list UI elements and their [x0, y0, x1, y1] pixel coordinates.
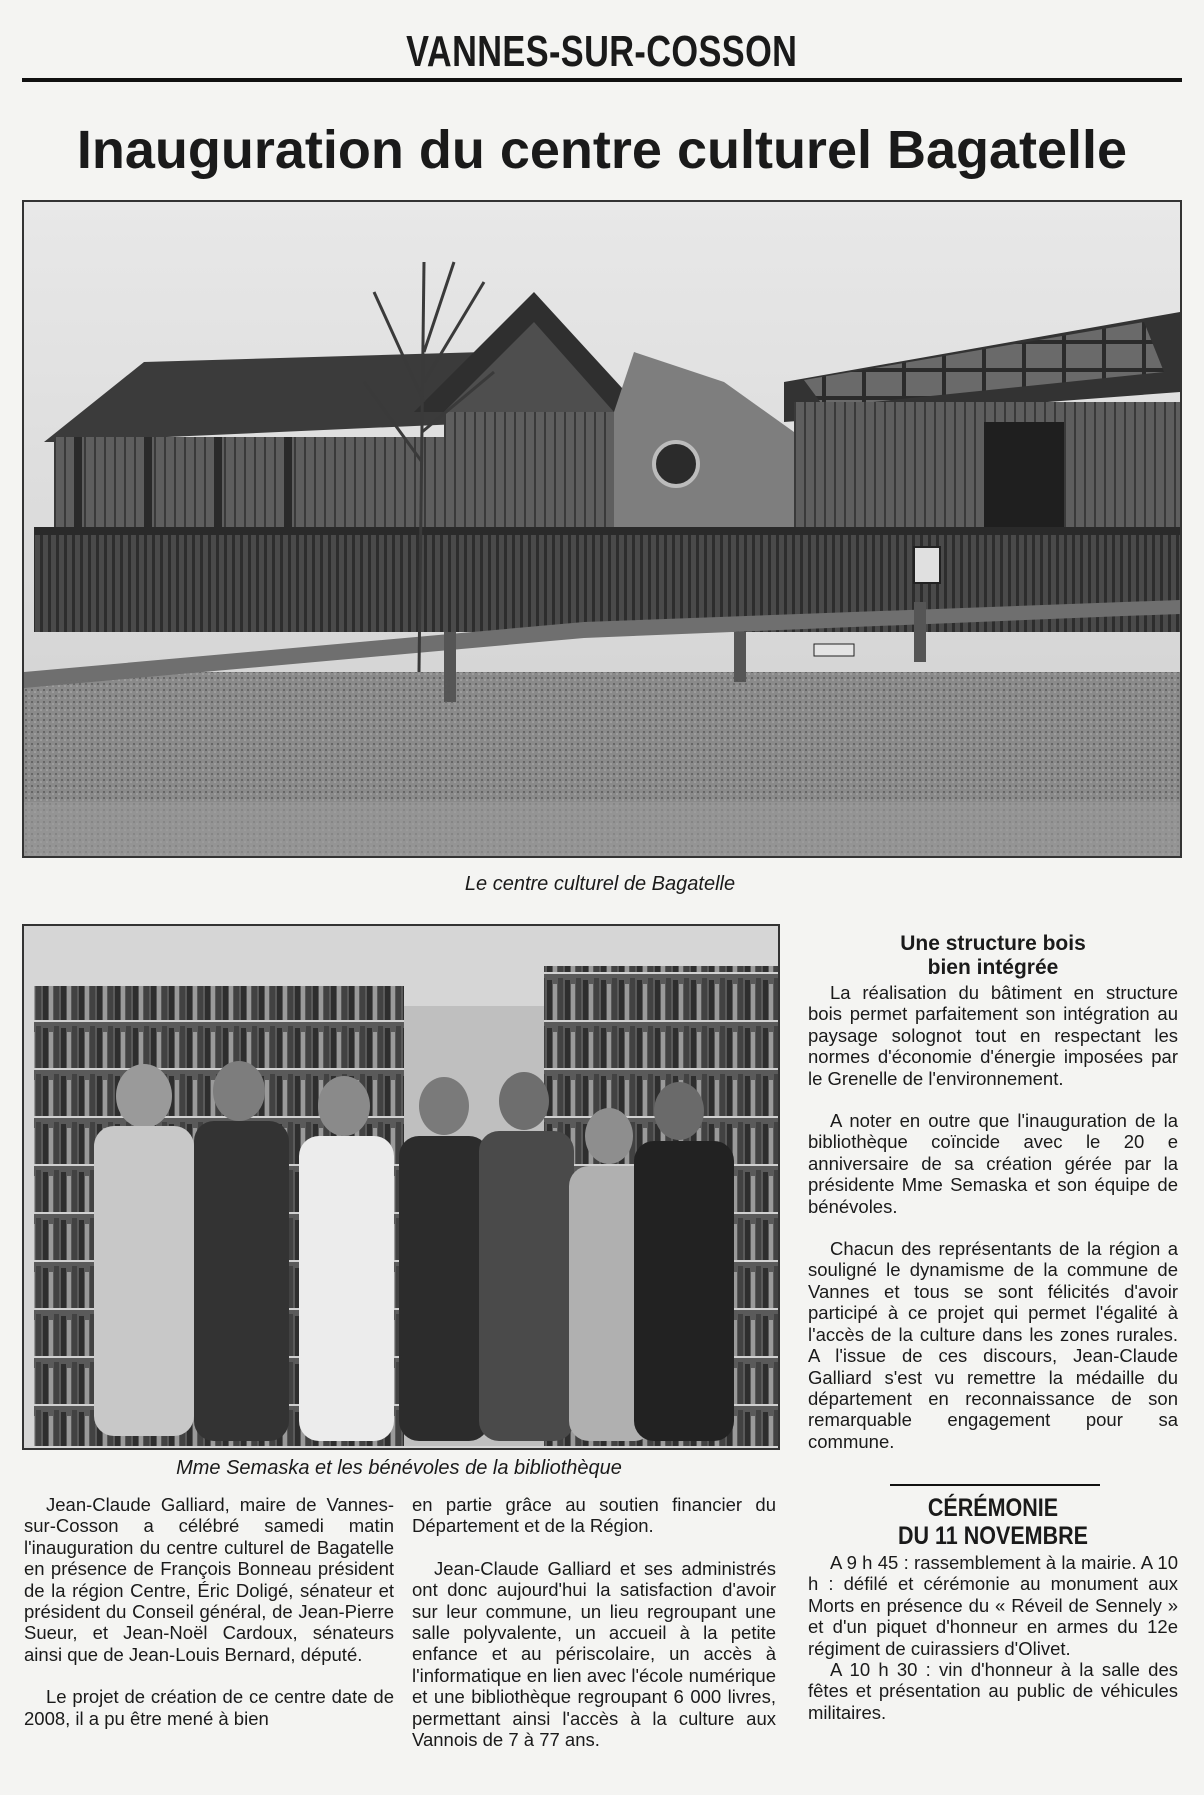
section-header [22, 22, 1182, 82]
sidebar-1-body [808, 982, 1178, 1452]
article-column-1 [24, 1494, 394, 1729]
sidebar-divider [890, 1484, 1100, 1486]
sidebar-ceremonie [808, 1494, 1178, 1723]
library-photo [22, 924, 780, 1450]
sidebar-paragraph: Chacun des représentants de la région a souligné le dynamisme de la commune de Vannes et tous se sont félicités d'avoir participé à ce projet qui permet l'égalité à l'accès de la culture dans les zones rurales. A l'issue de ces discours, Jean-Claude Galliard s'est vu remettre la médaille du département en reconnaissance de son remarquable engagement pour sa commune. [808, 1238, 1178, 1452]
article-paragraph: Le projet de création de ce centre date de 2008, il a pu être mené à bien [24, 1686, 394, 1729]
article-paragraph: Jean-Claude Galliard, maire de Vannes-sur-Cosson a célébré samedi matin l'inauguration du centre culturel de Bagatelle en présence de François Bonneau président de la région Centre, Éric Doligé, sénateur et président du Conseil général, de Jean-Pierre Sueur, et Jean-Noël Cardoux, sénateurs ainsi que de Jean-Louis Bernard, député. [24, 1494, 394, 1665]
section-title: VANNES-SUR-COSSON [406, 27, 798, 76]
building-caption: Le centre culturel de Bagatelle [464, 873, 736, 895]
sidebar-1-title: Une structure bois bien intégrée [900, 932, 1086, 979]
building-photo [22, 200, 1182, 858]
headline: Inauguration du centre culturel Bagatelle [76, 120, 1128, 180]
sidebar-structure-bois [808, 932, 1178, 1452]
sidebar-paragraph: La réalisation du bâtiment en structure bois permet parfaitement son intégration au paysage solognot tout en respectant les normes d'économie d'énergie imposées par le Grenelle de l'environnement. [808, 982, 1178, 1089]
sidebar-2-body [808, 1552, 1178, 1723]
sidebar-paragraph: A 10 h 30 : vin d'honneur à la salle des fêtes et présentation au public de véhicules militaires. [808, 1659, 1178, 1723]
sidebar-paragraph: A 9 h 45 : rassemblement à la mairie. A 10 h : défilé et cérémonie au monument aux Morts en présence du « Réveil de Sennely » et d'un piquet d'honneur en armes du 12e régiment de cuirassiers d'Olivet. [808, 1552, 1178, 1659]
library-illustration [24, 926, 778, 1448]
building-illustration [24, 202, 1180, 856]
article-paragraph: Jean-Claude Galliard et ses administrés ont donc aujourd'hui la satisfaction d'avoir sur leur commune, un lieu regroupant une salle polyvalente, un accueil à la petite enfance et au périscolaire, un accès à l'informatique en lien avec l'école numérique et une bibliothèque regroupant 6 000 livres, permettant ainsi l'accès à la culture aux Vannois de 7 à 77 ans. [412, 1557, 776, 1751]
sidebar-paragraph: A noter en outre que l'inauguration de la bibliothèque coïncide avec le 20 e anniversaire de sa création gérée par la présidente Mme Semaska et son équipe de bénévoles. [808, 1110, 1178, 1217]
article-paragraph: en partie grâce au soutien financier du Département et de la Région. [412, 1494, 776, 1537]
article-column-2 [412, 1494, 776, 1750]
library-caption: Mme Semaska et les bénévoles de la bibliothèque [176, 1457, 622, 1479]
sidebar-2-title: CÉRÉMONIE DU 11 NOVEMBRE [898, 1494, 1088, 1550]
